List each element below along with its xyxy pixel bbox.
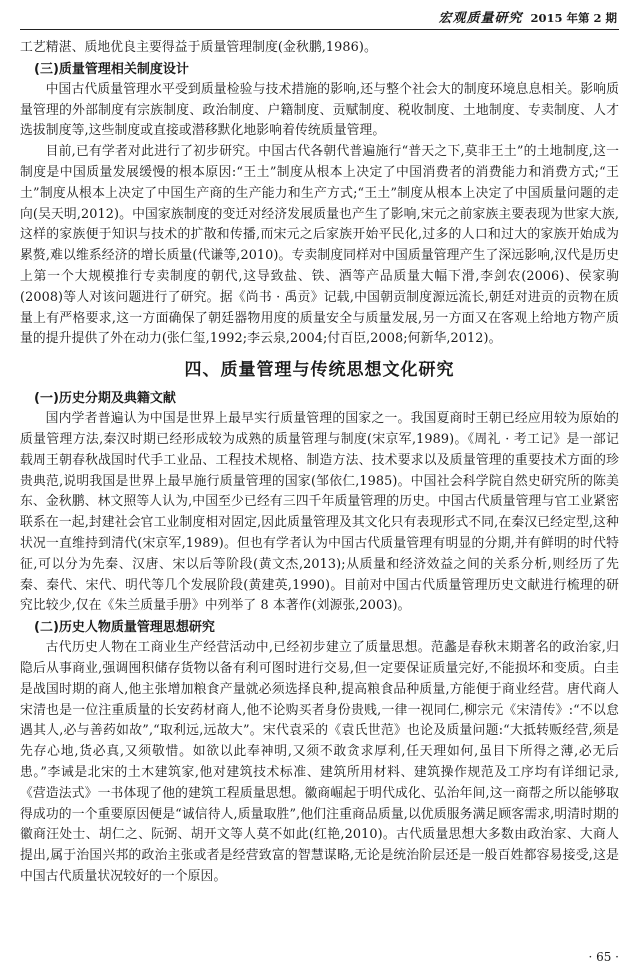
journal-title: 宏观质量研究 (438, 11, 523, 26)
page-number: · 65 · (588, 950, 619, 964)
subsection-heading-institutions: (三)质量管理相关制度设计 (34, 61, 189, 77)
subsection-heading-periodization: (一)历史分期及典籍文献 (34, 391, 176, 407)
running-header (20, 0, 619, 30)
paragraph: 目前,已有学者对此进行了初步研究。中国古代各朝代普遍施行“普天之下,莫非王土”的土地制度,这一制度是中国质量发展缓慢的根本原因:“王土”制度从根本上决定了中国消费者的消费能力和消费方式;“王土”制度从根本上决定了中国生产商的生产能力和生产方式;“王土”制度从根本上决定了中国质量问题的走向(吴天明,2012)。中国家族制度的变迁对经济发展质量也产生了影响,宋元之前家族主要表现为世家大族,这样的家族便于知识与技术的扩散和传播,而宋元之后家族开始平民化,过多的人口和过大的家族开始成为累赘,难以维系经济的增长质量(代谦等,2010)。专卖制度同样对中国质量管理产生了深远影响,汉代是历史上第一个大规模推行专卖制度的朝代,这导致盐、铁、酒等产品质量大幅下滑,李剑农(2006)、侯家驹(2008)等人对该问题进行了研究。据《尚书 · 禹贡》记载,中国朝贡制度源远流长,朝廷对进贡的贡物在质量上有严格要求,这一方面确保了朝廷器物用度的质量安全与质量发展,另一方面又在客观上给地方物产质量的提升提供了外在动力(张仁玺,1992;李云泉,2004;付百臣,2008;何新华,2012)。 (20, 144, 619, 347)
section-heading: 四、质量管理与传统思想文化研究 (184, 360, 455, 381)
subsection-heading-figures: (二)历史人物质量管理思想研究 (34, 620, 215, 636)
article-body (20, 30, 619, 888)
paragraph: 古代历史人物在工商业生产经营活动中,已经初步建立了质量思想。范蠡是春秋末期著名的政治家,归隐后从事商业,强调囤积储存货物以备有利可图时进行交易,但一定要保证质量完好,不能损坏和变质。白圭是战国时期的商人,他主张增加粮食产量就必须选择良种,提高粮食品种质量,方能便于商业经营。唐代商人宋清也是一位注重质量的长安药材商人,他不论购买者身份贵贱,一律一视同仁,柳宗元《宋清传》:“不以怠遇其人,必与善药如故”,“取利远,远故大”。宋代袁采的《袁氏世范》也论及质量问题:“大抵转贩经营,须是先存心地,货必真,又须敬惜。如欲以此奉神明,又须不敢贪求厚利,任天理如何,虽目下所得之薄,必无后患。”李诫是北宋的土木建筑家,他对建筑技术标准、建筑所用材料、建筑操作规范及工序均有详细记录,《营造法式》一书体现了他的建筑工程质量思想。徽商崛起于明代成化、弘治年间,这一商帮之所以能够取得成功的一个重要原因便是“诚信待人,质量取胜”,他们注重商品质量,以优质服务满足顾客需求,明清时期的徽商汪处士、胡仁之、阮弼、胡开文等人莫不如此(红艳,2010)。古代质量思想大多数由政治家、大商人提出,属于治国兴邦的政治主张或者是经营致富的智慧谋略,无论是统治阶层还是一般百姓都容易接受,这是中国古代质量状况较好的一个原因。 (20, 640, 619, 884)
paragraph: 中国古代质量管理水平受到质量检验与技术措施的影响,还与整个社会大的制度环境息息相关。影响质量管理的外部制度有宗族制度、政治制度、户籍制度、贡赋制度、税收制度、土地制度、专卖制度、人才选拔制度等,这些制度或直接或潜移默化地影响着传统质量管理。 (20, 81, 619, 139)
issue-label: 2015 年第 2 期 (530, 11, 617, 25)
paragraph-continued: 工艺精湛、质地优良主要得益于质量管理制度(金秋鹏,1986)。 (20, 40, 377, 55)
paragraph: 国内学者普遍认为中国是世界上最早实行质量管理的国家之一。我国夏商时王朝已经应用较为原始的质量管理方法,秦汉时期已经形成较为成熟的质量管理与制度(宋京军,1989)。《周礼 · 考工记》是一部记载周王朝春秋战国时代手工业品、工程技术规格、制造方法、技术要求以及质量管理的重要技术方面的珍贵典范,说明我国是世界上最早施行质量管理的国家(邹依仁,1985)。中国社会科学院自然史研究所的陈美东、金秋鹏、林文照等人认为,中国至少已经有三四千年质量管理的历史。中国古代质量管理与官工业紧密联系在一起,封建社会官工业制度相对固定,因此质量管理及其文化只有表现形式不同,在秦汉已经定型,这种状况一直维持到清代(宋京军,1989)。但也有学者认为中国古代质量管理有明显的分期,并有鲜明的时代特征,可以分为先秦、汉唐、宋以后等阶段(黄文杰,2013);从质量和经济效益之间的关系分析,则经历了先秦、秦代、宋代、明代等几个发展阶段(黄建英,1990)。目前对中国古代质量管理历史文献进行梳理的研究比较少,仅在《朱兰质量手册》中列举了 8 本著作(刘源张,2003)。 (20, 411, 619, 614)
